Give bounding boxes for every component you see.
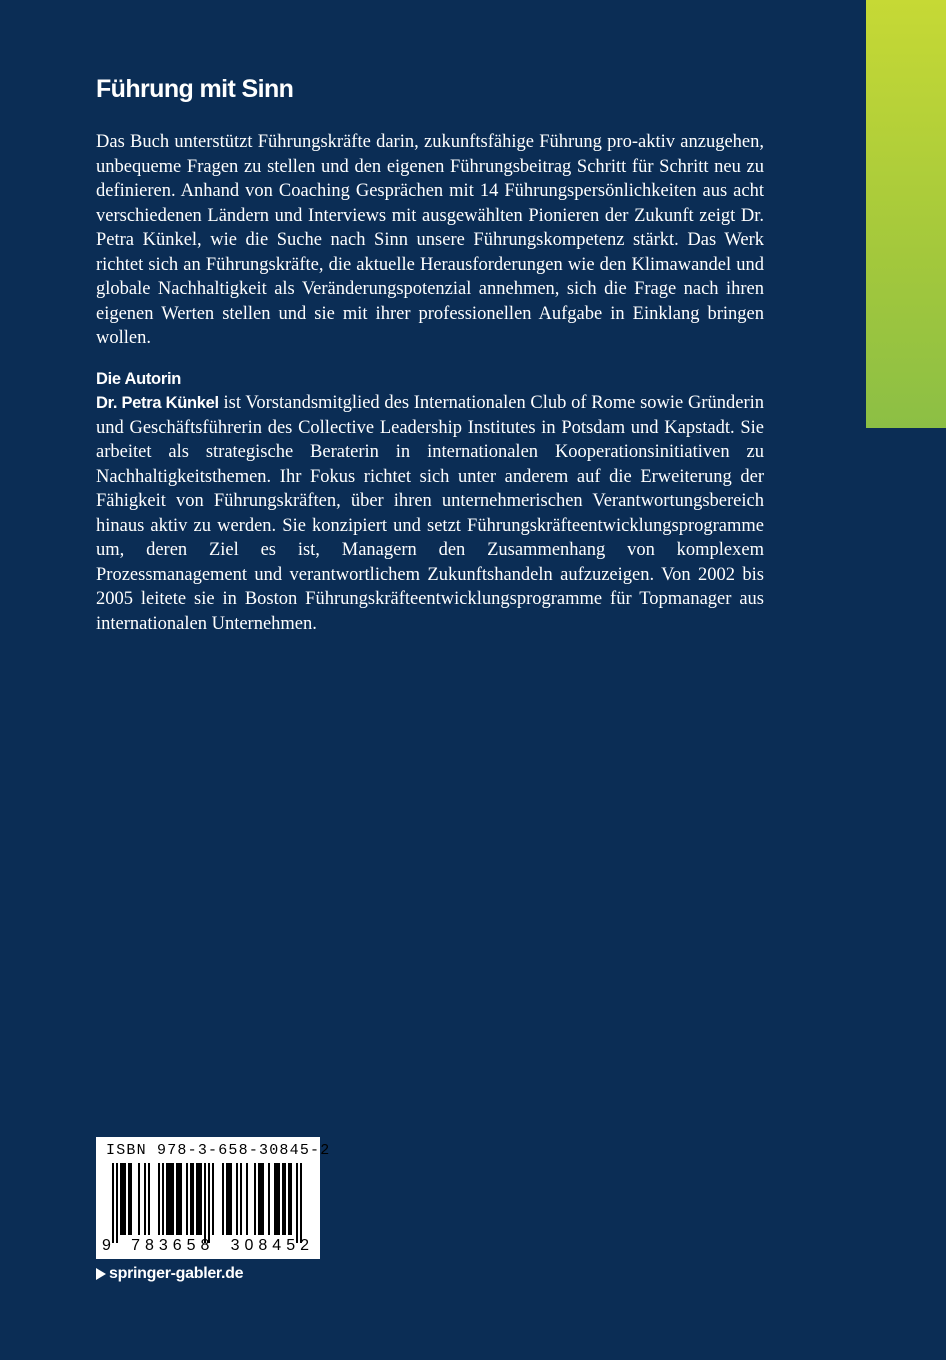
author-heading: Die Autorin bbox=[96, 370, 182, 388]
barcode-bar bbox=[124, 1163, 126, 1235]
barcode-bar bbox=[276, 1163, 278, 1235]
barcode-bar bbox=[300, 1163, 302, 1243]
barcode-bar bbox=[268, 1163, 270, 1235]
barcode-bar bbox=[260, 1163, 262, 1235]
barcode-bar bbox=[226, 1163, 228, 1235]
barcode-bar bbox=[212, 1163, 214, 1235]
barcode-bar bbox=[178, 1163, 180, 1235]
barcode-bar bbox=[246, 1163, 248, 1235]
barcode-bar bbox=[236, 1163, 238, 1235]
publisher-url: springer-gabler.de bbox=[109, 1265, 244, 1282]
barcode-bar bbox=[262, 1163, 264, 1235]
author-bio bbox=[96, 391, 764, 636]
barcode-bar bbox=[128, 1163, 130, 1235]
barcode-bar bbox=[162, 1163, 164, 1235]
barcode-bar bbox=[192, 1163, 194, 1235]
barcode-bar bbox=[282, 1163, 284, 1235]
isbn-barcode bbox=[96, 1137, 331, 1259]
barcode-bar bbox=[138, 1163, 140, 1235]
barcode-bar bbox=[120, 1163, 122, 1235]
isbn-number: ISBN 978-3-658-30845-2 bbox=[106, 1142, 331, 1159]
barcode-bar bbox=[240, 1163, 242, 1235]
barcode-bar bbox=[148, 1163, 150, 1235]
barcode-bar bbox=[158, 1163, 160, 1235]
barcode-digit-group-right: 308452 bbox=[230, 1237, 314, 1254]
author-name: Dr. Petra Künkel bbox=[96, 394, 219, 412]
barcode-bar bbox=[170, 1163, 172, 1235]
author-bio-text: ist Vorstandsmitglied des Internationalen Club of Rome sowie Gründerin und Geschäftsführerin des Collective Leadership Institutes in Potsdam und Kapstadt. Sie arbeitet als strategische Beraterin in internationalen Kooperationsinitiativen zu Nachhaltigkeitsthemen. Ihr Fokus richtet sich unter anderem auf die Erweiterung der Fähigkeit von Führungskräften, über ihren unternehmerischen Verantwortungsbereich hinaus aktiv zu werden. Sie konzipiert und setzt Führungskräfteentwicklungsprogramme um, deren Ziel es ist, Managern den Zusammenhang von komplexem Prozessmanagement und verantwortlichem Zukunftshandeln aufzuzeigen. Von 2002 bis 2005 leitete sie in Boston Führungskräfteentwicklungsprogramme für Topmanager aus internationalen Unternehmen. bbox=[96, 393, 764, 634]
barcode-bar bbox=[208, 1163, 210, 1243]
barcode-bar bbox=[258, 1163, 260, 1235]
barcode-bar bbox=[122, 1163, 124, 1235]
barcode-bar bbox=[172, 1163, 174, 1235]
barcode-bar bbox=[176, 1163, 178, 1235]
barcode-lead-digit: 9 bbox=[102, 1237, 111, 1254]
barcode-bar bbox=[296, 1163, 298, 1243]
publisher-link[interactable] bbox=[96, 1264, 243, 1284]
accent-bar bbox=[866, 0, 946, 428]
barcode-bar bbox=[112, 1163, 114, 1243]
barcode-bar bbox=[190, 1163, 192, 1235]
barcode-bar bbox=[186, 1163, 188, 1235]
barcode-bar bbox=[290, 1163, 292, 1235]
barcode-bar bbox=[254, 1163, 256, 1235]
barcode-bar bbox=[130, 1163, 132, 1235]
barcode-bar bbox=[180, 1163, 182, 1235]
barcode-bar bbox=[230, 1163, 232, 1235]
barcode-bar bbox=[144, 1163, 146, 1235]
barcode-bar bbox=[116, 1163, 118, 1243]
barcode-bar bbox=[228, 1163, 230, 1235]
barcode-digit-group-left: 783658 bbox=[131, 1237, 215, 1254]
barcode-bar bbox=[196, 1163, 198, 1235]
arrow-right-icon bbox=[96, 1268, 106, 1280]
barcode-bar bbox=[204, 1163, 206, 1243]
book-title: Führung mit Sinn bbox=[96, 75, 294, 103]
barcode-bar bbox=[198, 1163, 200, 1235]
barcode-bar bbox=[278, 1163, 280, 1235]
barcode-bar bbox=[222, 1163, 224, 1235]
barcode-bar bbox=[274, 1163, 276, 1235]
barcode-bar bbox=[166, 1163, 168, 1235]
book-description: Das Buch unterstützt Führungskräfte darin, zukunftsfähige Führung pro-aktiv anzugehen, unbequeme Fragen zu stellen und den eigenen Führungsbeitrag Schritt für Schritt neu zu definieren. Anhand von Coaching Gesprächen mit 14 Führungspersönlichkeiten aus acht verschiedenen Ländern und Interviews mit ausgewählten Pionieren der Zukunft zeigt Dr. Petra Künkel, wie die Suche nach Sinn unsere Führungskompetenz stärkt. Das Werk richtet sich an Führungskräfte, die aktuelle Herausforderungen wie den Klimawandel und globale Nachhaltigkeit als Veränderungspotenzial annehmen, sich die Frage nach ihren eigenen Werten stellen und sie mit ihrer professionellen Aufgabe in Einklang bringen wollen. bbox=[96, 132, 764, 348]
barcode-digits bbox=[102, 1236, 314, 1256]
barcode-bar bbox=[288, 1163, 290, 1235]
barcode-bar bbox=[284, 1163, 286, 1235]
barcode-bar bbox=[168, 1163, 170, 1235]
barcode-bar bbox=[200, 1163, 202, 1235]
